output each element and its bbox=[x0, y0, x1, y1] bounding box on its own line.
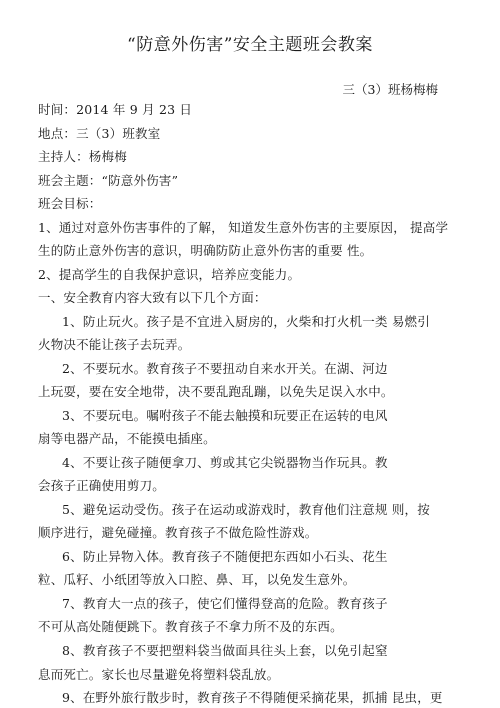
content-line: 9、在野外旅行散步时，教育孩子不得随便采摘花果，抓捕 昆虫，更 bbox=[62, 690, 443, 705]
goal-line: 2、提高学生的自我保护意识，培养应变能力。 bbox=[38, 266, 301, 282]
content-line: 上玩耍，要在安全地带，决不要乱跑乱蹦，以免失足误入水中。 bbox=[38, 384, 394, 400]
content-line: 扇等电器产品，不能摸电插座。 bbox=[38, 431, 216, 447]
info-host: 主持人：杨梅梅 bbox=[38, 149, 127, 164]
content-line: 8、教育孩子不要把塑料袋当做面具往头上套，以免引起窒 bbox=[62, 643, 388, 658]
content-line: 3、不要玩电。嘱咐孩子不能去触摸和玩要正在运转的电风 bbox=[62, 407, 388, 423]
info-topic: 班会主题：“防意外伤害” bbox=[38, 172, 179, 188]
author-line: 三（3）班杨梅梅 bbox=[342, 82, 438, 97]
content-line: 顺序进行，避免碰撞。教育孩子不做危险性游戏。 bbox=[38, 525, 318, 541]
content-line: 息而死亡。家长也尽量避免将塑料袋乱放。 bbox=[38, 666, 280, 682]
info-time: 时间：2014 年 9 月 23 日 bbox=[38, 102, 193, 117]
content-line: 1、防止玩火。孩子是不宜进入厨房的，火柴和打火机一类 易燃引 bbox=[62, 313, 430, 329]
content-line: 6、防止异物入体。教育孩子不随便把东西如小石头、花生 bbox=[62, 548, 388, 564]
content-line: 火物决不能让孩子去玩弄。 bbox=[38, 337, 191, 353]
document-title: “防意外伤害”安全主题班会教案 bbox=[127, 35, 373, 55]
content-line: 5、避免运动受伤。孩子在运动或游戏时，教育他们注意规 则，按 bbox=[62, 501, 430, 517]
info-location: 地点：三（3）班教室 bbox=[38, 125, 161, 141]
content-line: 4、不要让孩子随便拿刀、剪或其它尖锐器物当作玩具。教 bbox=[62, 454, 388, 470]
goal-line: 生的防止意外伤害的意识，明确防防止意外伤害的重要 性。 bbox=[38, 243, 373, 259]
section-heading: 一、安全教育内容大致有以下几个方面： bbox=[38, 290, 267, 306]
content-line: 7、教育大一点的孩子，使它们懂得登高的危险。教育孩子 bbox=[62, 595, 388, 611]
goal-line: 1、通过对意外伤害事件的了解， 知道发生意外伤害的主要原因， 提高学 bbox=[38, 219, 449, 235]
goals-heading: 班会目标： bbox=[38, 196, 102, 212]
content-line: 2、不要玩水。教育孩子不要扭动自来水开关。在湖、河边 bbox=[62, 360, 388, 376]
content-line: 不可从高处随便跳下。教育孩子不拿力所不及的东西。 bbox=[38, 619, 343, 635]
content-line: 粒、瓜籽、小纸团等放入口腔、鼻、耳，以免发生意外。 bbox=[38, 572, 356, 588]
content-line: 会孩子正确使用剪刀。 bbox=[38, 478, 166, 494]
